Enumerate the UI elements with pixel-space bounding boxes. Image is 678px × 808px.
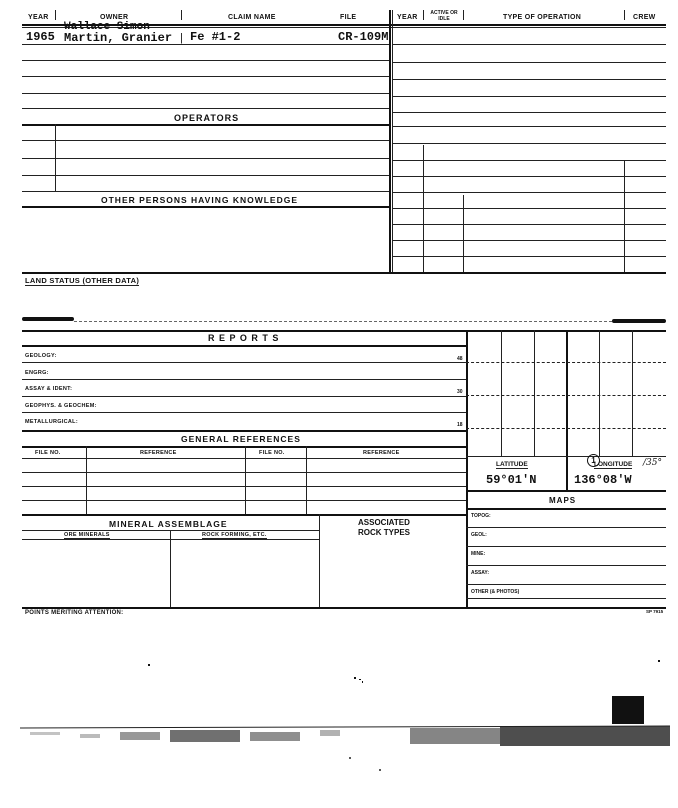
ore-minerals-label: ORE MINERALS	[64, 532, 110, 538]
handwritten-note: /35°	[643, 458, 662, 468]
entry-owner-line-1: Wallace Simon	[64, 21, 150, 33]
smudge-left	[22, 317, 74, 321]
report-metallurgical: METALLURGICAL:	[25, 419, 78, 425]
header-crew: CREW	[633, 14, 656, 21]
latitude-value: 59°01'N	[486, 473, 537, 487]
smudge-right	[612, 319, 666, 323]
report-num-30: 30	[457, 389, 463, 395]
maps-heading: MAPS	[549, 496, 577, 505]
general-references-heading: GENERAL REFERENCES	[181, 434, 301, 444]
report-num-48: 48	[457, 356, 463, 362]
rock-types-heading: ROCK TYPES	[358, 528, 411, 537]
entry-year: 1965	[26, 30, 55, 44]
reports-heading: R E P O R T S	[208, 333, 280, 343]
header-year-2: YEAR	[397, 14, 418, 21]
handwritten-circle-number: 1	[587, 454, 600, 467]
operators-heading: OPERATORS	[174, 113, 240, 123]
header-year: YEAR	[28, 14, 49, 21]
header-file: FILE	[340, 14, 357, 21]
maps-mine: MINE:	[471, 551, 486, 557]
entry-owner-line-2: Martin, Granier	[64, 31, 173, 45]
land-status-label: LAND STATUS (OTHER DATA)	[25, 276, 140, 285]
entry-separator: |	[180, 32, 183, 44]
gr-col-file-no-2: FILE NO.	[259, 450, 285, 456]
latitude-label: LATITUDE	[496, 461, 528, 468]
entry-file: CR-109M	[338, 30, 389, 44]
header-type-of-operation: TYPE OF OPERATION	[503, 14, 582, 21]
maps-topog: TOPOG:	[471, 513, 491, 519]
report-assay: ASSAY & IDENT:	[25, 386, 73, 392]
header-active-or-idle: ACTIVE OR IDLE	[430, 10, 458, 22]
associated-heading: ASSOCIATED	[358, 518, 410, 527]
gr-col-reference-2: REFERENCE	[363, 450, 400, 456]
report-num-18: 18	[457, 422, 463, 428]
longitude-label: LONGITUDE	[594, 461, 633, 468]
report-geophys: GEOPHYS. & GEOCHEM:	[25, 403, 97, 409]
maps-geol: GEOL:	[471, 532, 487, 538]
header-claim-name: CLAIM NAME	[228, 14, 276, 21]
rock-forming-label: ROCK FORMING, ETC.	[202, 532, 267, 538]
entry-claim-name: Fe #1-2	[190, 30, 241, 44]
longitude-value: 136°08'W	[574, 473, 632, 487]
gr-col-reference-1: REFERENCE	[140, 450, 177, 456]
scan-noise-band	[20, 718, 670, 774]
points-meriting-attention-label: POINTS MERITING ATTENTION:	[25, 610, 124, 616]
header-owner: OWNER	[100, 14, 129, 21]
report-geology: GEOLOGY:	[25, 353, 57, 359]
maps-assay: ASSAY:	[471, 570, 490, 576]
other-persons-heading: OTHER PERSONS HAVING KNOWLEDGE	[101, 195, 299, 205]
gr-col-file-no-1: FILE NO.	[35, 450, 61, 456]
form-number: SP 7915	[646, 609, 664, 614]
report-engrg: ENGRG:	[25, 370, 49, 376]
mineral-assemblage-heading: MINERAL ASSEMBLAGE	[109, 519, 228, 529]
maps-other: OTHER (& PHOTOS)	[471, 589, 520, 595]
